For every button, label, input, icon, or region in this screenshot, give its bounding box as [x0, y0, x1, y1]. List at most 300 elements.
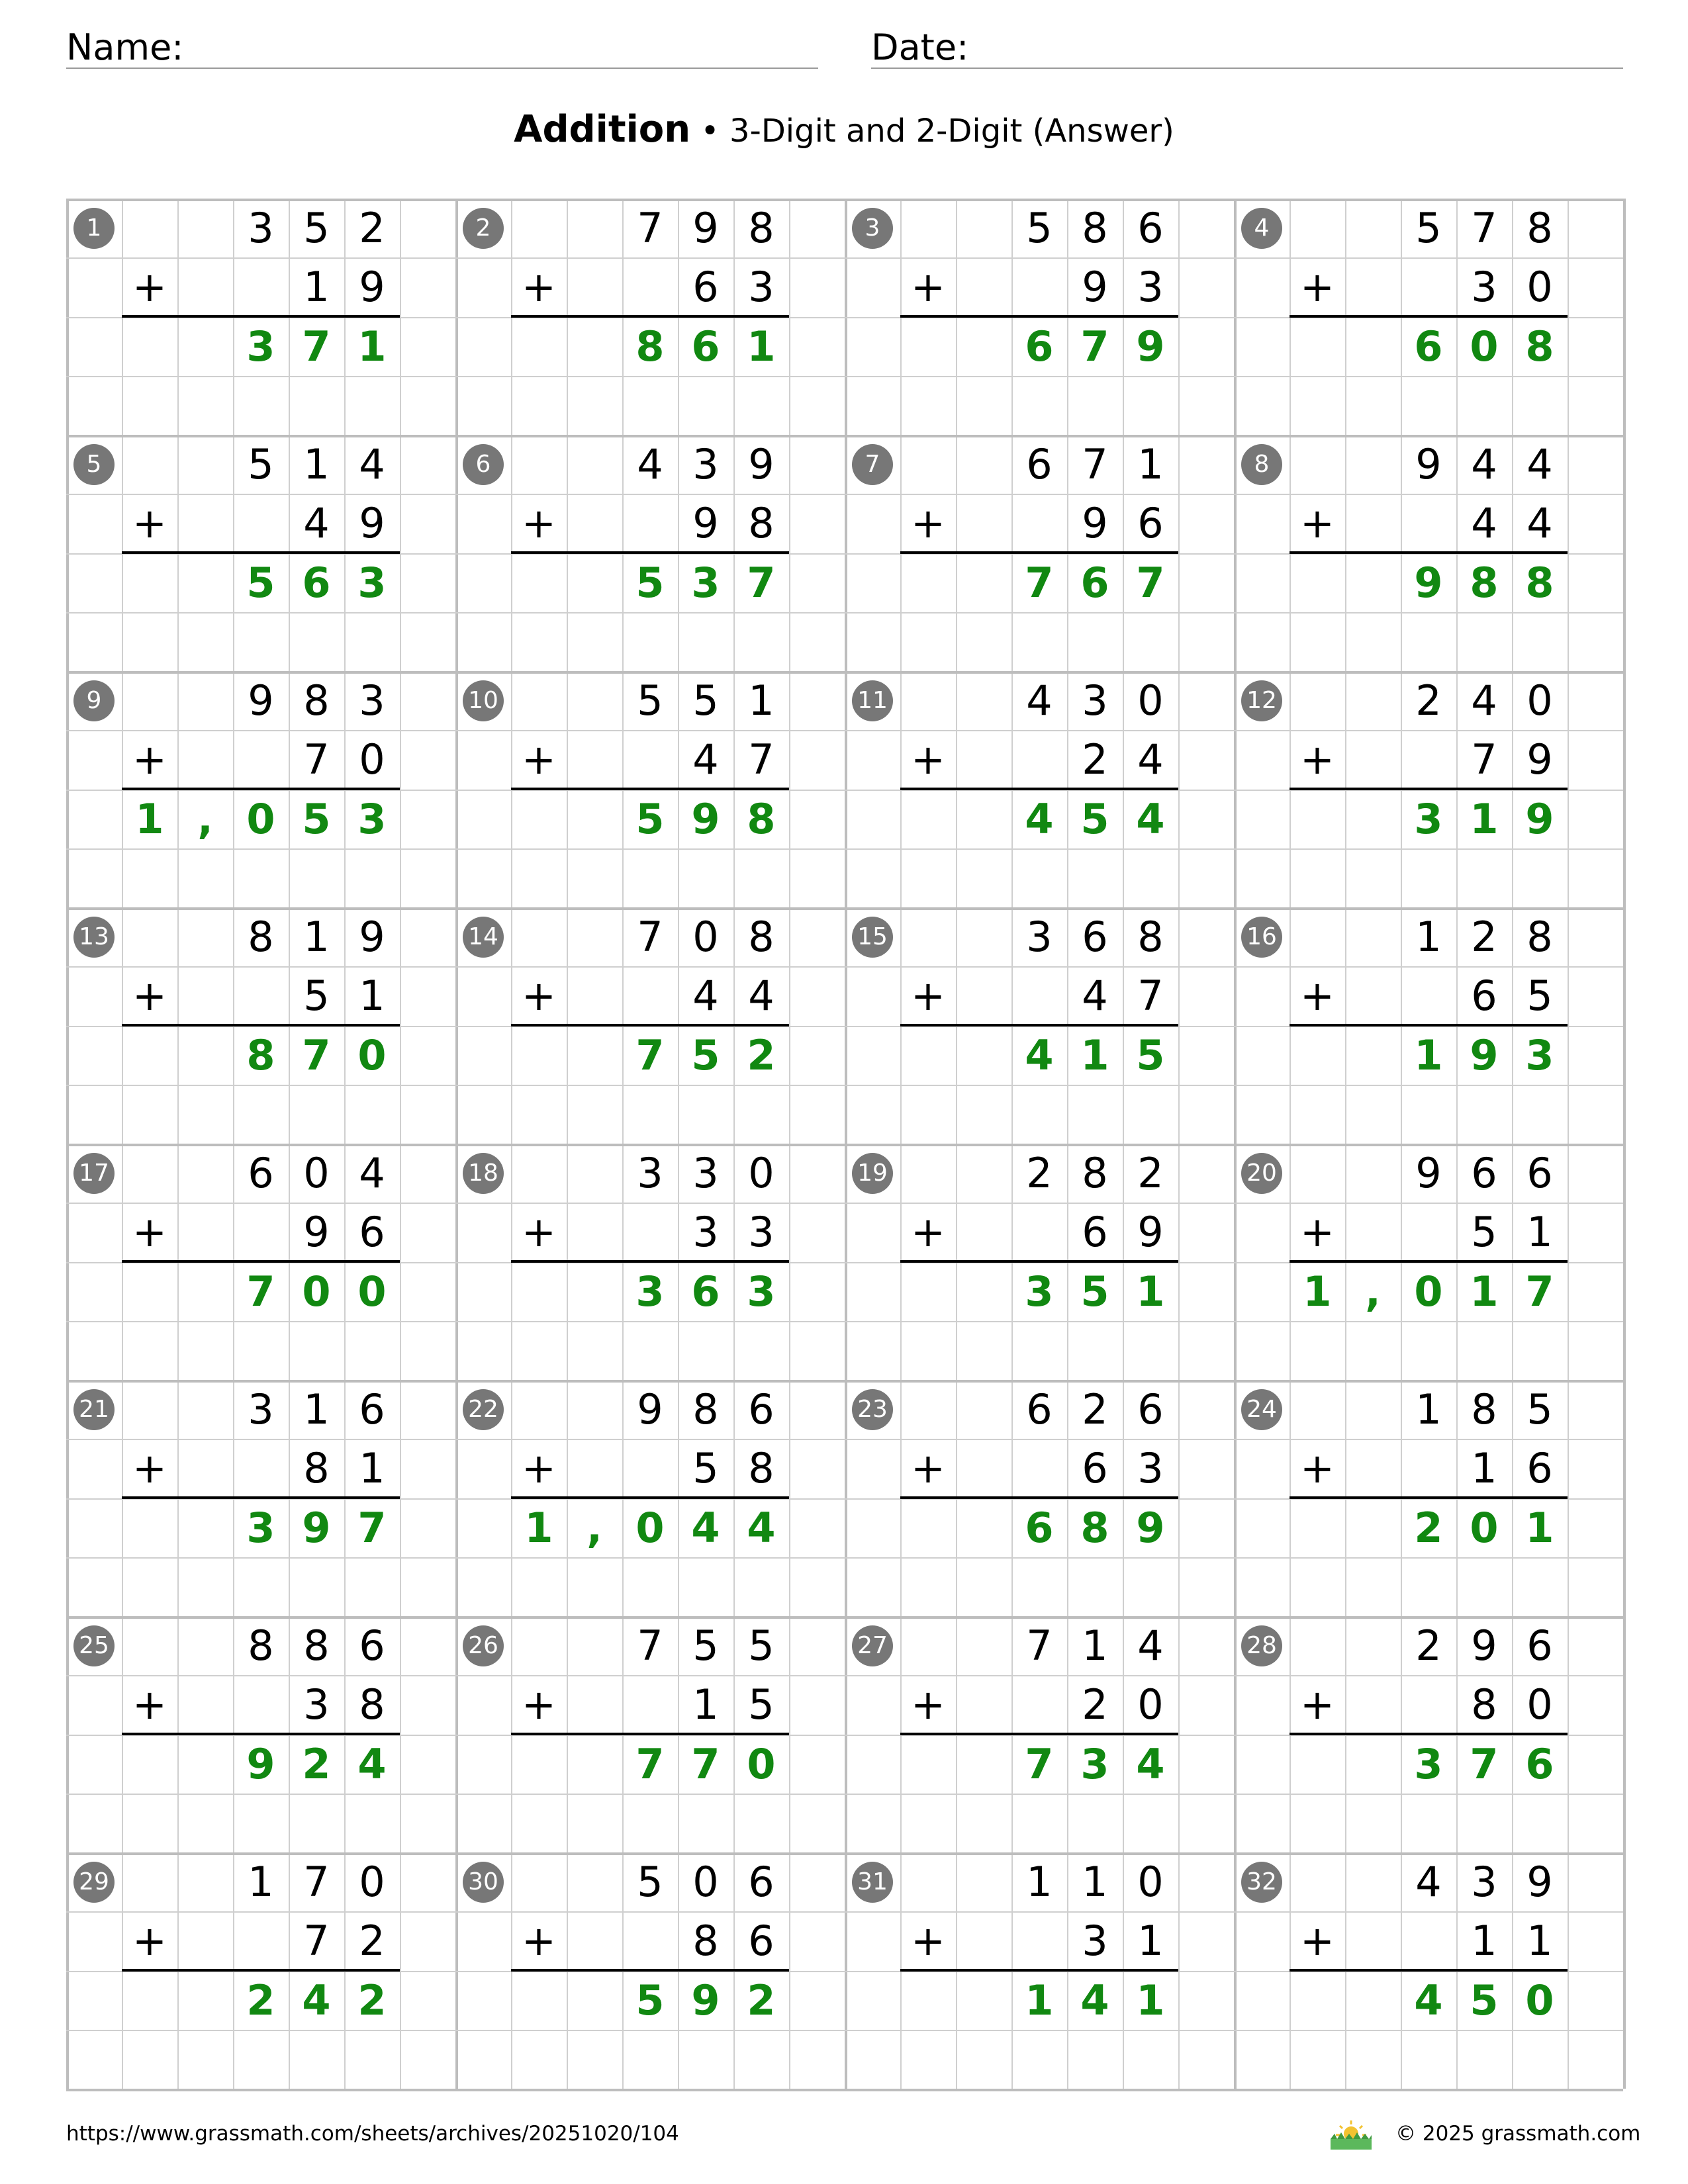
bottom-number-digit: 7 [1471, 735, 1497, 784]
answer-digit: 4 [1025, 1030, 1054, 1079]
top-number-digit: 6 [1137, 204, 1164, 252]
top-number-digit: 6 [1026, 1385, 1053, 1433]
bottom-number-digit: 6 [1137, 499, 1164, 548]
plus-sign: + [522, 1917, 556, 1965]
problem-number-badge: 32 [1241, 1862, 1282, 1903]
answer-digit: 0 [747, 1739, 776, 1788]
answer-digit: 8 [1525, 322, 1554, 371]
problem-number-badge: 22 [463, 1389, 504, 1430]
bottom-number-digit: 3 [748, 263, 774, 312]
problem-number-badge: 31 [852, 1862, 893, 1903]
answer-digit: 3 [1525, 1030, 1554, 1079]
bottom-number-digit: 3 [1082, 1917, 1108, 1966]
plus-sign: + [1300, 1680, 1335, 1729]
top-number-digit: 4 [1137, 1621, 1164, 1670]
date-line[interactable] [871, 68, 1623, 69]
top-number-digit: 4 [1471, 676, 1497, 725]
bottom-number-digit: 5 [1471, 1208, 1497, 1257]
answer-digit: 1 [1470, 794, 1499, 843]
top-number-digit: 1 [748, 676, 774, 725]
answer-digit: 9 [246, 1739, 275, 1788]
worksheet-title [0, 105, 1688, 156]
top-number-digit: 9 [748, 440, 774, 488]
answer-digit: 3 [1080, 1739, 1109, 1788]
top-number-digit: 8 [1526, 913, 1553, 961]
top-number-digit: 1 [1137, 440, 1164, 488]
problem [1234, 1852, 1623, 2089]
answer-digit: 7 [246, 1267, 275, 1316]
plus-sign: + [522, 263, 556, 311]
bottom-number-digit: 0 [1137, 1680, 1164, 1729]
top-number-digit: 4 [1471, 440, 1497, 488]
top-number-digit: 1 [303, 913, 330, 961]
problem-number-badge: 15 [852, 917, 893, 958]
answer-digit: 4 [1025, 794, 1054, 843]
answer-digit: 0 [1470, 322, 1499, 371]
top-number-digit: 5 [1415, 204, 1442, 252]
grid-column-line [1623, 199, 1626, 2089]
answer-digit: 7 [1025, 1739, 1054, 1788]
bottom-number-digit: 8 [303, 1444, 330, 1493]
problem [1234, 435, 1623, 671]
top-number-digit: 8 [1082, 204, 1108, 252]
top-number-digit: 5 [637, 676, 663, 725]
answer-digit: 0 [635, 1503, 665, 1552]
top-number-digit: 6 [1137, 1385, 1164, 1433]
problem [1234, 1144, 1623, 1380]
answer-digit: 0 [1414, 1267, 1443, 1316]
bottom-number-digit: 3 [1137, 263, 1164, 312]
bottom-number-digit: 3 [1137, 1444, 1164, 1493]
plus-sign: + [132, 972, 167, 1020]
top-number-digit: 1 [1082, 1858, 1108, 1906]
plus-sign: + [1300, 499, 1335, 547]
footer-url: https://www.grassmath.com/sheets/archives/20251020/104 [66, 2122, 679, 2146]
problem [845, 671, 1234, 907]
answer-digit: 7 [747, 558, 776, 607]
plus-sign: + [911, 972, 945, 1020]
problem-number-badge: 17 [73, 1153, 115, 1194]
top-number-digit: 1 [1415, 1385, 1442, 1433]
top-number-digit: 3 [692, 1149, 719, 1197]
bottom-number-digit: 9 [359, 263, 385, 312]
problem-number-badge: 16 [1241, 917, 1282, 958]
bottom-number-digit: 4 [748, 972, 774, 1021]
answer-digit: 1 [135, 794, 164, 843]
answer-digit: 4 [1414, 1976, 1443, 2025]
bottom-number-digit: 0 [1526, 1680, 1553, 1729]
problem-number-badge: 20 [1241, 1153, 1282, 1194]
problem [1234, 199, 1623, 435]
answer-digit: 5 [246, 558, 275, 607]
top-number-digit: 0 [359, 1858, 385, 1906]
bottom-number-digit: 5 [1526, 972, 1553, 1021]
plus-sign: + [1300, 1444, 1335, 1492]
problem [845, 1616, 1234, 1852]
top-number-digit: 4 [359, 440, 385, 488]
name-label: Name: [66, 26, 184, 68]
answer-digit: 1 [524, 1503, 553, 1552]
answer-digit: 3 [1025, 1267, 1054, 1316]
plus-sign: + [132, 735, 167, 784]
plus-sign: + [1300, 263, 1335, 311]
bottom-number-digit: 6 [1082, 1208, 1108, 1257]
plus-sign: + [911, 263, 945, 311]
answer-digit: 3 [1414, 794, 1443, 843]
top-number-digit: 0 [692, 913, 719, 961]
problem [455, 1144, 845, 1380]
answer-digit: 4 [1136, 1739, 1165, 1788]
bottom-number-digit: 8 [748, 499, 774, 548]
answer-digit: 9 [302, 1503, 331, 1552]
problem [845, 1380, 1234, 1616]
problem-number-badge: 14 [463, 917, 504, 958]
plus-sign: + [911, 1444, 945, 1492]
bottom-number-digit: 5 [748, 1680, 774, 1729]
problem-number-badge: 11 [852, 680, 893, 721]
top-number-digit: 5 [303, 204, 330, 252]
answer-digit: 3 [246, 1503, 275, 1552]
top-number-digit: 3 [248, 204, 274, 252]
top-number-digit: 8 [1137, 913, 1164, 961]
answer-digit: 7 [1025, 558, 1054, 607]
plus-sign: + [911, 499, 945, 547]
answer-digit: 9 [1414, 558, 1443, 607]
problem [455, 907, 845, 1144]
answer-digit: 1 [1080, 1030, 1109, 1079]
top-number-digit: 5 [748, 1621, 774, 1670]
bottom-number-digit: 1 [1137, 1917, 1164, 1966]
answer-digit: 6 [302, 558, 331, 607]
bottom-number-digit: 7 [748, 735, 774, 784]
top-number-digit: 0 [303, 1149, 330, 1197]
bottom-number-digit: 4 [1526, 499, 1553, 548]
plus-sign: + [1300, 972, 1335, 1020]
answer-digit: , [1365, 1267, 1381, 1316]
problem-number-badge: 7 [852, 444, 893, 485]
bottom-number-digit: 6 [692, 263, 719, 312]
answer-digit: 7 [302, 1030, 331, 1079]
bottom-number-digit: 7 [1137, 972, 1164, 1021]
plus-sign: + [911, 1208, 945, 1256]
top-number-digit: 5 [1026, 204, 1053, 252]
answer-digit: 4 [302, 1976, 331, 2025]
top-number-digit: 7 [1471, 204, 1497, 252]
top-number-digit: 8 [303, 1621, 330, 1670]
top-number-digit: 1 [248, 1858, 274, 1906]
top-number-digit: 3 [1082, 676, 1108, 725]
plus-sign: + [1300, 1917, 1335, 1965]
answer-digit: 1 [747, 322, 776, 371]
top-number-digit: 8 [692, 1385, 719, 1433]
top-number-digit: 3 [637, 1149, 663, 1197]
plus-sign: + [522, 1208, 556, 1256]
top-number-digit: 1 [1415, 913, 1442, 961]
answer-digit: 7 [1080, 322, 1109, 371]
top-number-digit: 8 [748, 204, 774, 252]
problem-number-badge: 26 [463, 1625, 504, 1666]
top-number-digit: 7 [637, 913, 663, 961]
problem-number-badge: 6 [463, 444, 504, 485]
plus-sign: + [1300, 735, 1335, 784]
problem [1234, 671, 1623, 907]
top-number-digit: 2 [1026, 1149, 1053, 1197]
plus-sign: + [911, 1680, 945, 1729]
problem [455, 199, 845, 435]
bottom-number-digit: 0 [359, 735, 385, 784]
answer-digit: 5 [1080, 1267, 1109, 1316]
top-number-digit: 9 [1415, 440, 1442, 488]
plus-sign: + [132, 1917, 167, 1965]
answer-digit: , [197, 794, 213, 843]
bottom-number-digit: 1 [1471, 1917, 1497, 1966]
bottom-number-digit: 6 [1082, 1444, 1108, 1493]
bottom-number-digit: 4 [1082, 972, 1108, 1021]
top-number-digit: 7 [1082, 440, 1108, 488]
bottom-number-digit: 6 [359, 1208, 385, 1257]
problem [66, 907, 455, 1144]
answer-digit: 8 [635, 322, 665, 371]
date-label: Date: [871, 26, 969, 68]
bottom-number-digit: 4 [692, 735, 719, 784]
top-number-digit: 6 [1026, 440, 1053, 488]
bottom-number-digit: 4 [1137, 735, 1164, 784]
top-number-digit: 7 [637, 1621, 663, 1670]
bottom-number-digit: 3 [692, 1208, 719, 1257]
answer-digit: 1 [1136, 1267, 1165, 1316]
answer-digit: 4 [747, 1503, 776, 1552]
plus-sign: + [522, 1444, 556, 1492]
top-number-digit: 6 [359, 1385, 385, 1433]
top-number-digit: 1 [303, 1385, 330, 1433]
answer-digit: 8 [1525, 558, 1554, 607]
top-number-digit: 2 [1415, 1621, 1442, 1670]
top-number-digit: 6 [248, 1149, 274, 1197]
problem [66, 435, 455, 671]
grid-row-line [66, 2089, 1623, 2091]
plus-sign: + [132, 1444, 167, 1492]
answer-digit: 7 [691, 1739, 720, 1788]
problem-number-badge: 2 [463, 208, 504, 249]
answer-digit: 6 [1414, 322, 1443, 371]
title-main: Addition [514, 108, 691, 151]
top-number-digit: 4 [359, 1149, 385, 1197]
problem-number-badge: 27 [852, 1625, 893, 1666]
bottom-number-digit: 9 [1137, 1208, 1164, 1257]
answer-digit: 8 [747, 794, 776, 843]
answer-digit: 0 [246, 794, 275, 843]
answer-digit: 8 [246, 1030, 275, 1079]
top-number-digit: 8 [1082, 1149, 1108, 1197]
bottom-number-digit: 1 [1526, 1208, 1553, 1257]
bottom-number-digit: 5 [692, 1444, 719, 1493]
plus-sign: + [911, 1917, 945, 1965]
plus-sign: + [132, 499, 167, 547]
problem [845, 199, 1234, 435]
top-number-digit: 8 [748, 913, 774, 961]
problem-grid [66, 199, 1623, 2089]
top-number-digit: 2 [1471, 913, 1497, 961]
bottom-number-digit: 1 [303, 263, 330, 312]
problem-number-badge: 29 [73, 1862, 115, 1903]
answer-digit: 7 [302, 322, 331, 371]
top-number-digit: 8 [248, 913, 274, 961]
problem-number-badge: 5 [73, 444, 115, 485]
problem-number-badge: 3 [852, 208, 893, 249]
problem [66, 1144, 455, 1380]
problem [455, 435, 845, 671]
answer-digit: 7 [1525, 1267, 1554, 1316]
answer-digit: 5 [1136, 1030, 1165, 1079]
top-number-digit: 4 [1415, 1858, 1442, 1906]
answer-digit: 1 [357, 322, 387, 371]
bottom-number-digit: 9 [692, 499, 719, 548]
bottom-number-digit: 9 [1082, 499, 1108, 548]
answer-digit: 5 [1470, 1976, 1499, 2025]
top-number-digit: 6 [1526, 1621, 1553, 1670]
top-number-digit: 7 [303, 1858, 330, 1906]
top-number-digit: 3 [1471, 1858, 1497, 1906]
answer-digit: 4 [691, 1503, 720, 1552]
answer-digit: 3 [357, 794, 387, 843]
problem-number-badge: 19 [852, 1153, 893, 1194]
problem-number-badge: 25 [73, 1625, 115, 1666]
bottom-number-digit: 2 [359, 1917, 385, 1966]
top-number-digit: 1 [303, 440, 330, 488]
answer-digit: 0 [357, 1267, 387, 1316]
answer-digit: 3 [246, 322, 275, 371]
answer-digit: 0 [357, 1030, 387, 1079]
bottom-number-digit: 4 [1471, 499, 1497, 548]
top-number-digit: 8 [303, 676, 330, 725]
name-line[interactable] [66, 68, 818, 69]
problem [66, 1852, 455, 2089]
problem [845, 435, 1234, 671]
bottom-number-digit: 1 [1471, 1444, 1497, 1493]
top-number-digit: 8 [1471, 1385, 1497, 1433]
answer-digit: 5 [635, 1976, 665, 2025]
answer-digit: 6 [691, 322, 720, 371]
bottom-number-digit: 2 [1082, 1680, 1108, 1729]
problem-number-badge: 30 [463, 1862, 504, 1903]
top-number-digit: 3 [359, 676, 385, 725]
problem-number-badge: 9 [73, 680, 115, 721]
top-number-digit: 5 [248, 440, 274, 488]
top-number-digit: 6 [1526, 1149, 1553, 1197]
title-subtitle: 3-Digit and 2-Digit (Answer) [729, 113, 1174, 150]
top-number-digit: 0 [1137, 676, 1164, 725]
problem-number-badge: 23 [852, 1389, 893, 1430]
answer-digit: 0 [1525, 1976, 1554, 2025]
top-number-digit: 3 [1026, 913, 1053, 961]
answer-digit: 9 [1136, 322, 1165, 371]
top-number-digit: 4 [637, 440, 663, 488]
answer-digit: 6 [1525, 1739, 1554, 1788]
answer-digit: 4 [357, 1739, 387, 1788]
problem [455, 671, 845, 907]
grass-sun-logo-icon [1328, 2118, 1374, 2151]
top-number-digit: 5 [1526, 1385, 1553, 1433]
problem [845, 1852, 1234, 2089]
bottom-number-digit: 3 [748, 1208, 774, 1257]
answer-digit: 4 [1136, 794, 1165, 843]
answer-digit: 9 [1470, 1030, 1499, 1079]
answer-digit: 9 [1136, 1503, 1165, 1552]
answer-digit: 5 [635, 558, 665, 607]
answer-digit: 2 [747, 1030, 776, 1079]
problem-number-badge: 1 [73, 208, 115, 249]
top-number-digit: 9 [1526, 1858, 1553, 1906]
bottom-number-digit: 1 [692, 1680, 719, 1729]
problem [455, 1380, 845, 1616]
bottom-number-digit: 1 [359, 1444, 385, 1493]
top-number-digit: 3 [692, 440, 719, 488]
answer-digit: 6 [1025, 322, 1054, 371]
answer-digit: 3 [635, 1267, 665, 1316]
answer-digit: 9 [691, 1976, 720, 2025]
top-number-digit: 7 [637, 204, 663, 252]
title-separator: • [690, 113, 729, 150]
answer-digit: 7 [1470, 1739, 1499, 1788]
answer-digit: 6 [1025, 1503, 1054, 1552]
plus-sign: + [522, 972, 556, 1020]
problem-number-badge: 28 [1241, 1625, 1282, 1666]
top-number-digit: 3 [248, 1385, 274, 1433]
answer-digit: 8 [1470, 558, 1499, 607]
top-number-digit: 0 [748, 1149, 774, 1197]
answer-digit: 1 [1025, 1976, 1054, 2025]
problem-number-badge: 4 [1241, 208, 1282, 249]
bottom-number-digit: 6 [748, 1917, 774, 1966]
top-number-digit: 5 [692, 1621, 719, 1670]
top-number-digit: 2 [359, 204, 385, 252]
problem [455, 1616, 845, 1852]
top-number-digit: 4 [1026, 676, 1053, 725]
bottom-number-digit: 8 [1471, 1680, 1497, 1729]
bottom-number-digit: 9 [1082, 263, 1108, 312]
answer-digit: 6 [1080, 558, 1109, 607]
bottom-number-digit: 9 [303, 1208, 330, 1257]
bottom-number-digit: 6 [1471, 972, 1497, 1021]
bottom-number-digit: 4 [303, 499, 330, 548]
bottom-number-digit: 7 [303, 1917, 330, 1966]
top-number-digit: 2 [1137, 1149, 1164, 1197]
answer-digit: 1 [1136, 1976, 1165, 2025]
problem [1234, 1380, 1623, 1616]
answer-digit: 0 [302, 1267, 331, 1316]
problem-number-badge: 12 [1241, 680, 1282, 721]
bottom-number-digit: 6 [1526, 1444, 1553, 1493]
bottom-number-digit: 8 [748, 1444, 774, 1493]
plus-sign: + [132, 1208, 167, 1256]
bottom-number-digit: 8 [692, 1917, 719, 1966]
problem-number-badge: 18 [463, 1153, 504, 1194]
bottom-number-digit: 9 [359, 499, 385, 548]
plus-sign: + [132, 263, 167, 311]
footer-copyright: © 2025 grassmath.com [1395, 2122, 1641, 2146]
problem [66, 199, 455, 435]
top-number-digit: 0 [1137, 1858, 1164, 1906]
plus-sign: + [911, 735, 945, 784]
plus-sign: + [1300, 1208, 1335, 1256]
answer-digit: 2 [1414, 1503, 1443, 1552]
answer-digit: 1 [1414, 1030, 1443, 1079]
answer-digit: 6 [691, 1267, 720, 1316]
answer-digit: 2 [747, 1976, 776, 2025]
top-number-digit: 4 [1526, 440, 1553, 488]
problem-number-badge: 10 [463, 680, 504, 721]
bottom-number-digit: 7 [303, 735, 330, 784]
